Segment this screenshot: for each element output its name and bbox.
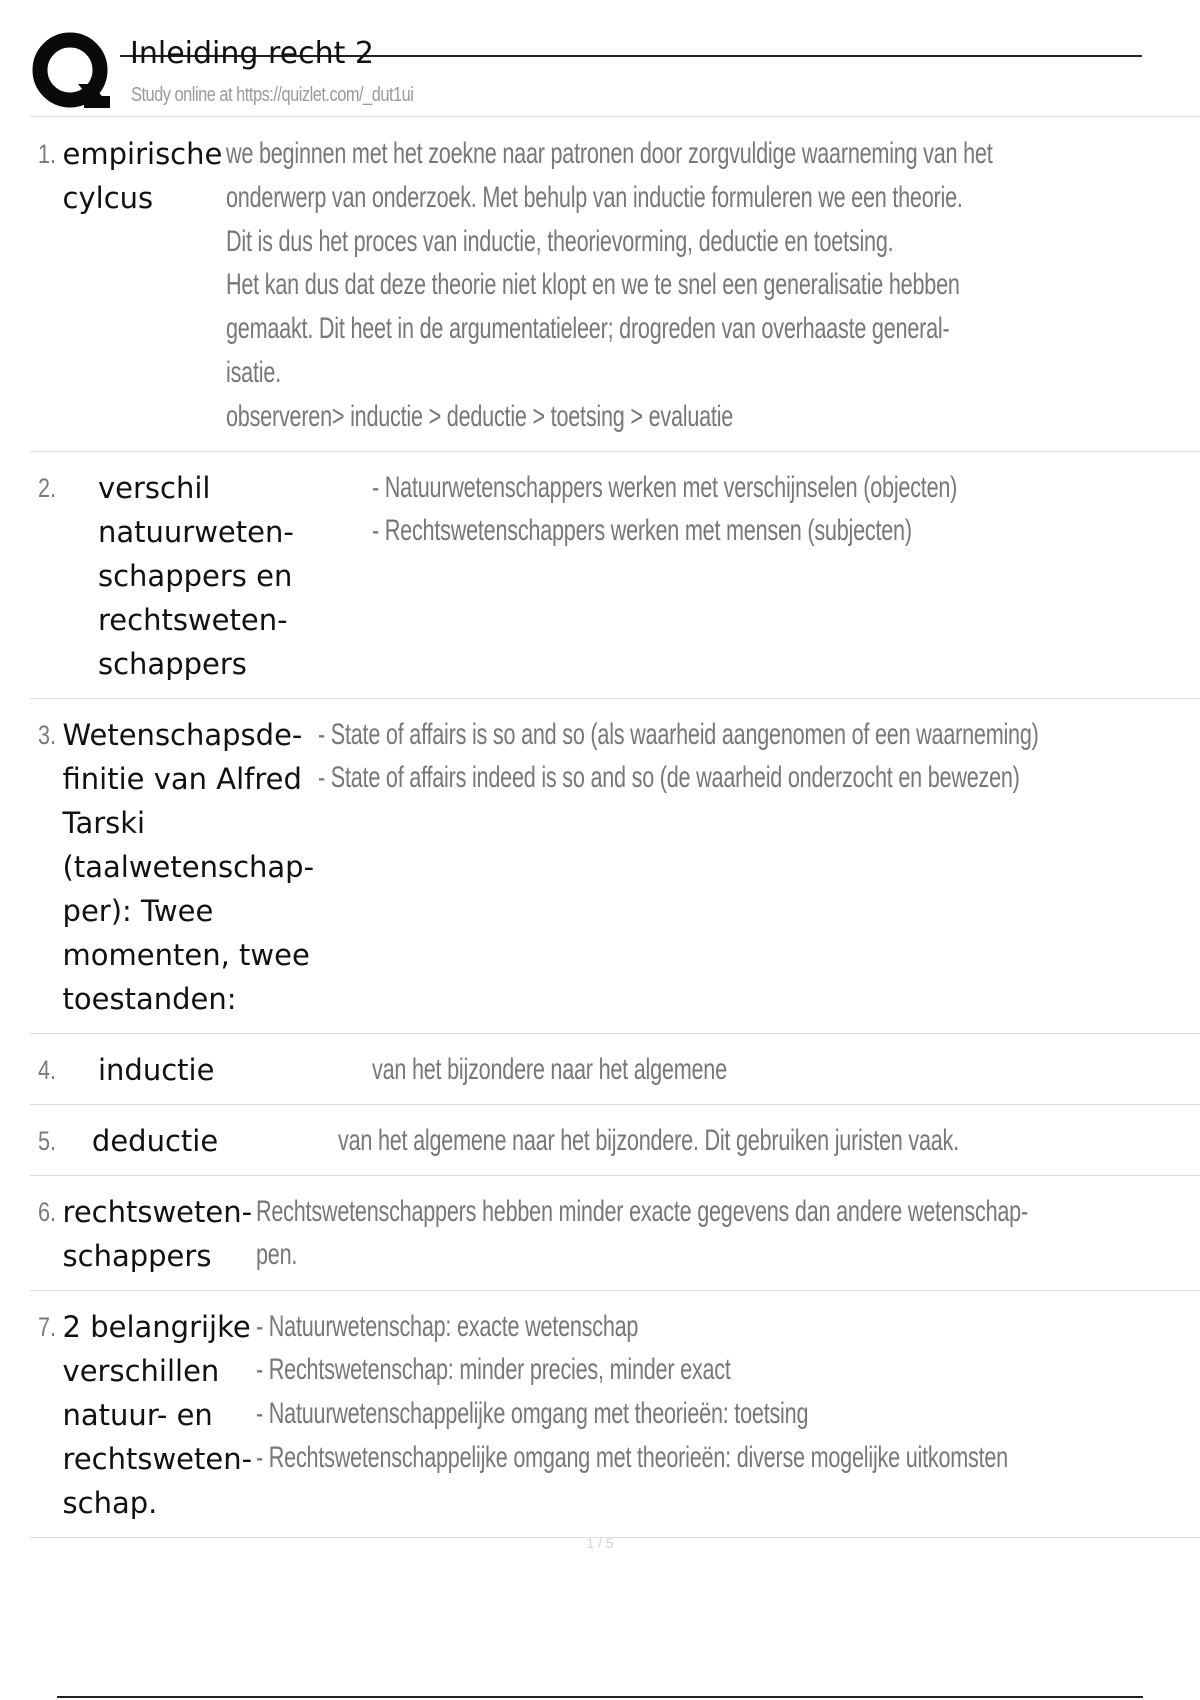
footer-divider [57,1696,1143,1698]
card-definition [372,1048,1200,1092]
card-number: 1. [38,139,57,169]
definition-line: van het bijzondere naar het algemene [372,1052,727,1086]
card-term: rechtswetenschappers [62,1194,253,1273]
card-definition [256,1190,1200,1278]
definition-line: isatie. [226,355,282,389]
card-term: 2 belangrijke verschillen natuur- en rechtswetenschap. [62,1309,253,1520]
page-number: 1 / 5 [586,1535,614,1551]
definition-line: - Rechtswetenschap: minder precies, minder exact [256,1353,731,1387]
definition-line: Dit is dus het proces van inductie, theorievorming, deductie en toetsing. [226,224,894,258]
definition-line: onderwerp van onderzoek. Met behulp van inductie formuleren we een theorie. [226,180,964,214]
flashcard-row [30,699,1200,1034]
definition-line: - Natuurwetenschappelijke omgang met theorieën: toetsing [256,1397,809,1431]
card-number: 4. [38,1054,57,1085]
card-number: 5. [38,1125,57,1156]
card-term: inductie [98,1052,215,1087]
definition-line: van het algemene naar het bijzondere. Dit gebruiken juristen vaak. [337,1123,959,1157]
flashcard-row [30,1105,1200,1176]
card-term: Wetenschapsdefinitie van Alfred Tarski (taalwetenschapper): Twee momenten, twee toestanden: [62,717,315,1016]
card-term: deductie [91,1123,219,1158]
flashcard-row [30,1176,1200,1291]
definition-line: Het kan dus dat deze theorie niet klopt en we te snel een generalisatie hebben [226,268,961,302]
card-term: verschil natuurwetenschappers en rechtswetenschappers [98,470,294,681]
card-definition [318,713,1200,801]
quizlet-q-logo-icon [32,32,112,112]
definition-line: pen. [256,1238,298,1272]
card-definition [338,1119,1200,1163]
flashcard-row [30,118,1200,452]
definition-line: Rechtswetenschappers hebben minder exacte gegevens dan andere wetenschap- [256,1194,1029,1228]
definition-line: - Rechtswetenschappelijke omgang met theorieën: diverse mogelijke uitkomsten [256,1440,1009,1474]
card-definition [226,132,1200,439]
definition-line: - Natuurwetenschap: exacte wetenschap [256,1309,639,1343]
card-number: 2. [38,472,57,503]
definition-line: - State of affairs indeed is so and so (de waarheid onderzocht en bewezen) [318,761,1020,795]
card-term: empirische cylcus [62,137,223,215]
card-definition [372,466,1200,554]
study-online-link[interactable]: Study online at https://quizlet.com/_dut1ui [131,84,414,106]
definition-line: - Rechtswetenschappers werken met mensen (subjecten) [372,514,912,548]
flashcard-row [30,1291,1200,1538]
card-number: 7. [38,1311,57,1342]
definition-line: - State of affairs is so and so (als waarheid aangenomen of een waarneming) [318,717,1039,751]
definition-line: - Natuurwetenschappers werken met verschijnselen (objecten) [372,470,958,504]
card-definition [256,1305,1200,1480]
flashcard-row [30,452,1200,699]
document-title: Inleiding recht 2 [130,36,374,71]
definition-line: gemaakt. Dit heet in de argumentatieleer; drogreden van overhaaste general- [226,312,950,346]
definition-line: observeren> inductie > deductie > toetsing > evaluatie [226,399,734,433]
flashcard-row [30,1034,1200,1105]
card-number: 3. [38,719,57,750]
card-number: 6. [38,1196,57,1227]
header-divider [30,116,1200,117]
definition-line: we beginnen met het zoekne naar patronen door zorgvuldige waarneming van het [226,137,993,170]
flashcard-list [30,118,1200,1538]
